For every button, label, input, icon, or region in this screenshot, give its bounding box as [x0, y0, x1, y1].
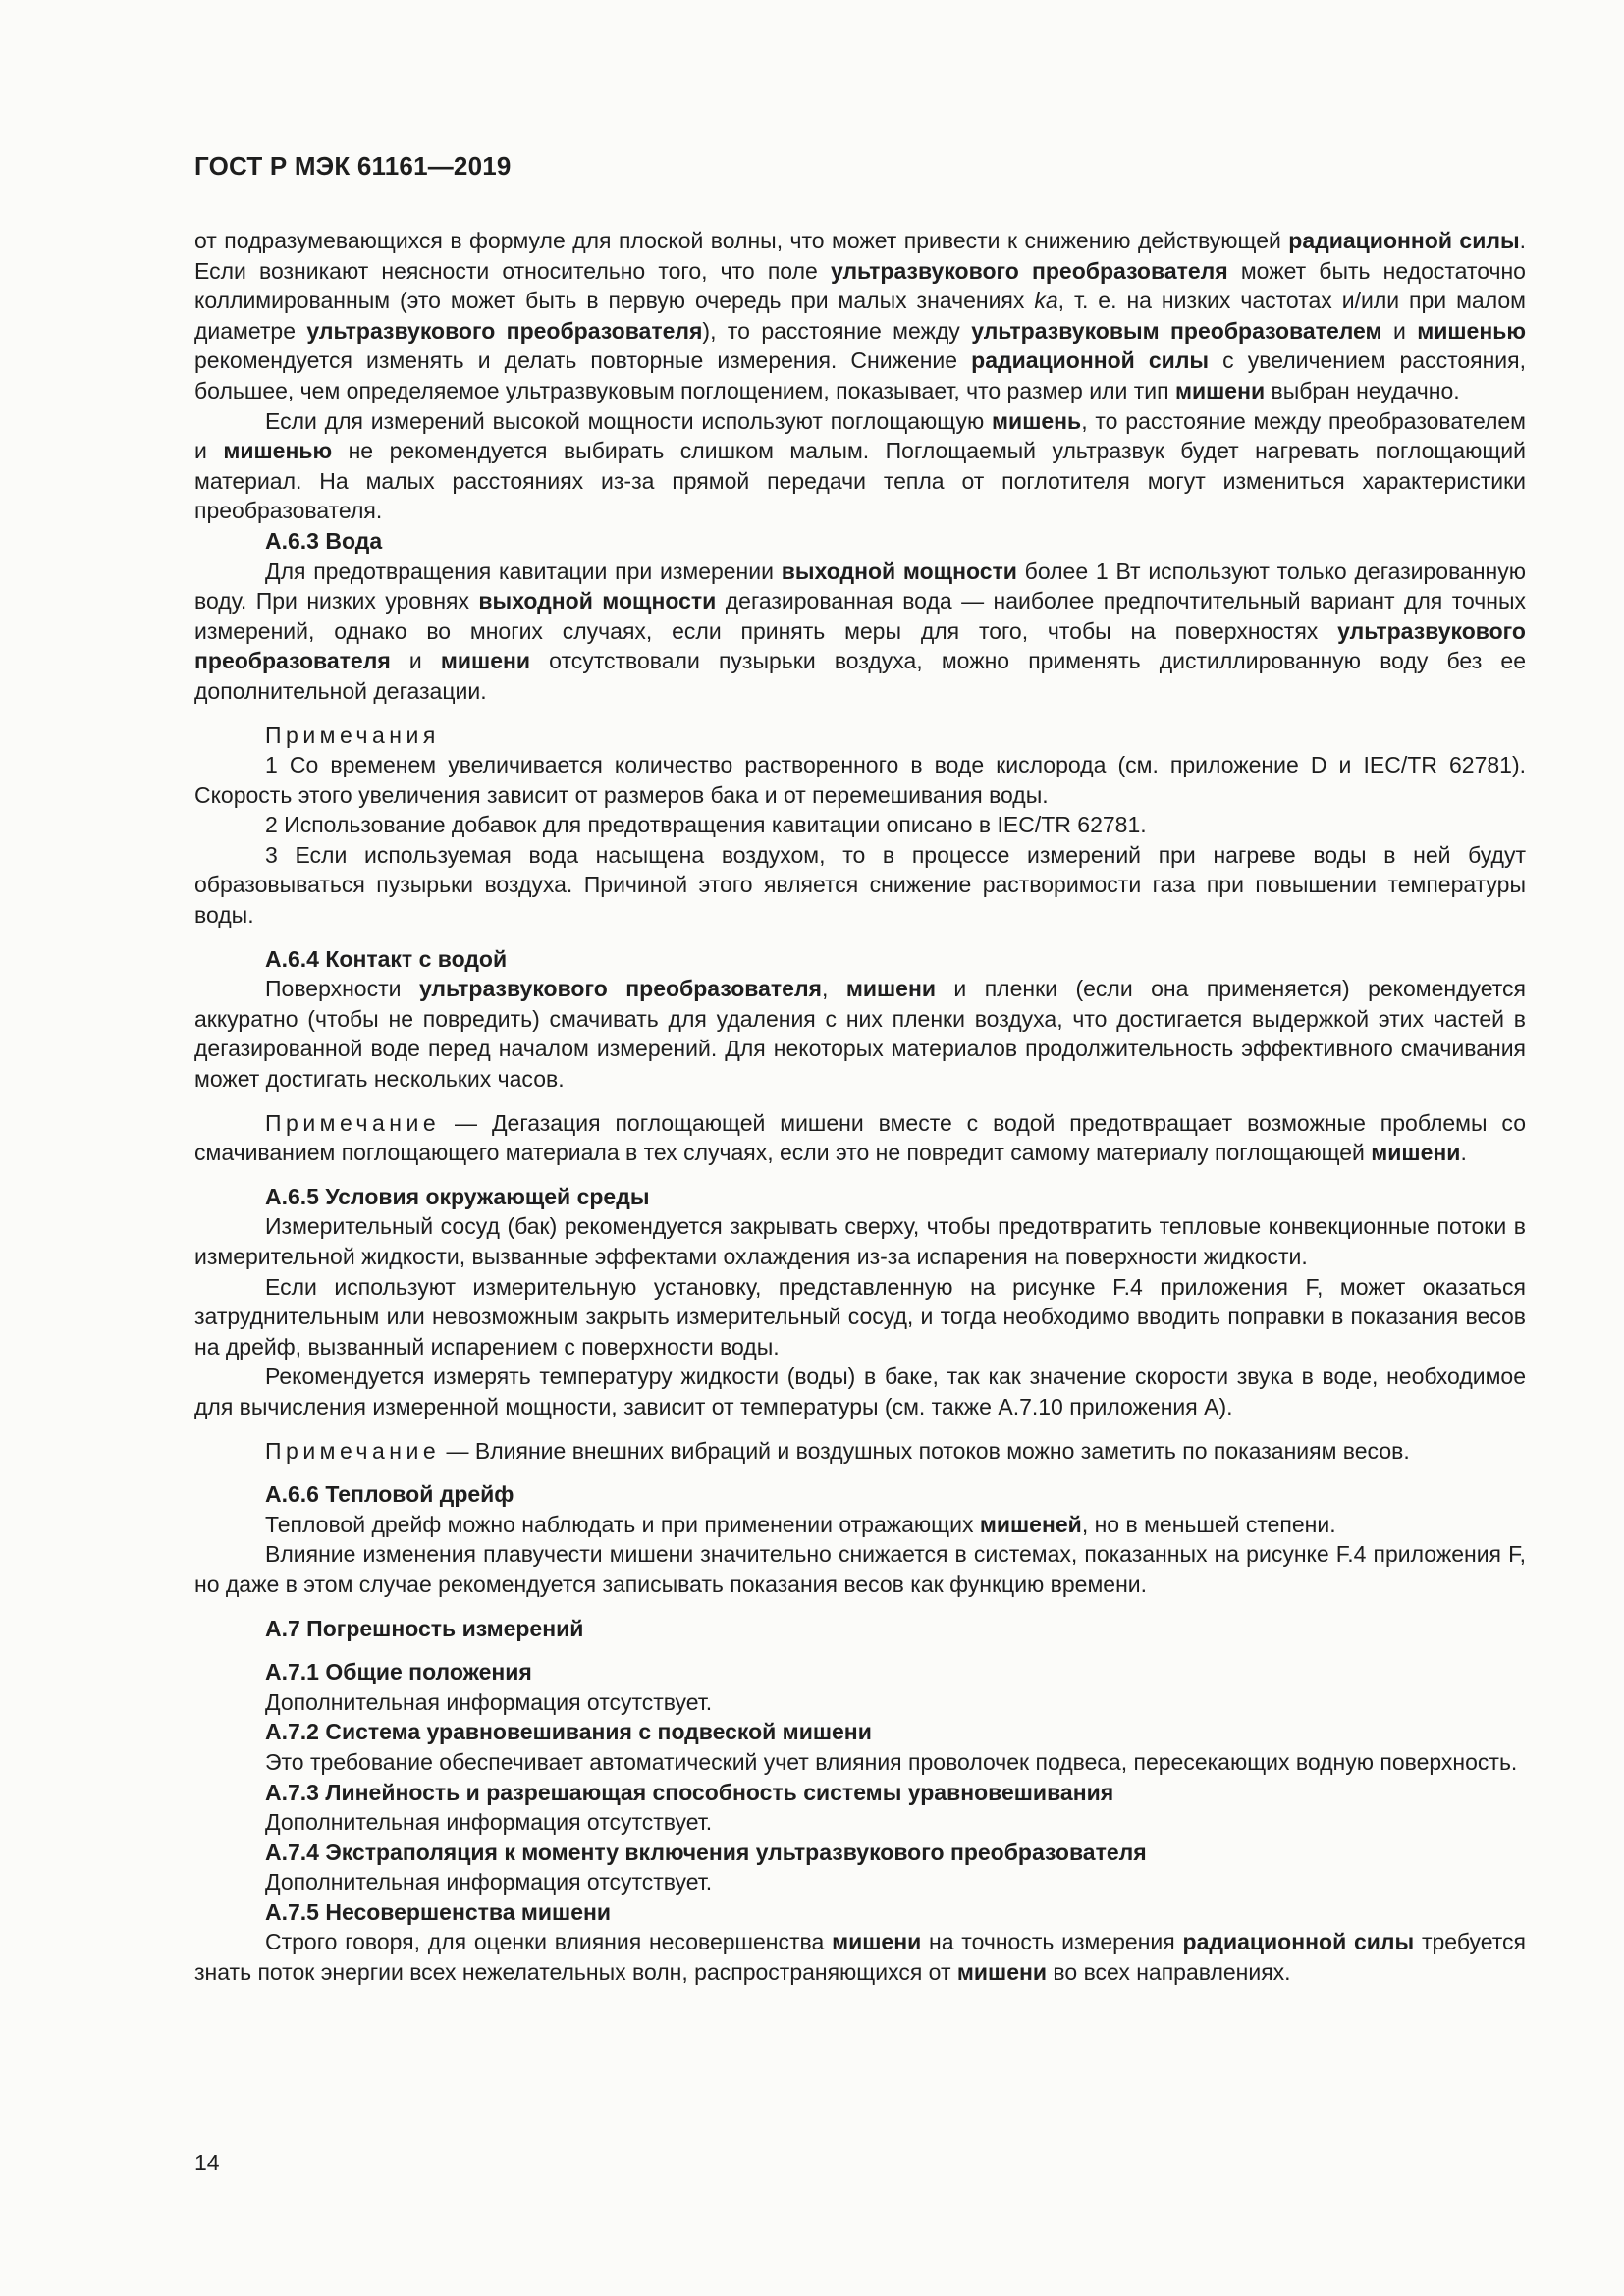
term-bold: мишени — [1174, 377, 1266, 403]
term-bold: радиационной силы — [1182, 1929, 1415, 1955]
paragraph — [194, 1927, 1526, 1987]
term-bold: радиационной силы — [971, 347, 1210, 374]
text-run: требуется знать поток энергии всех нежелательных волн, распространяющихся от — [194, 1929, 1527, 1986]
text-run: Дополнительная информация отсутствует. — [265, 1869, 713, 1896]
term-bold: ультразвукового преобразователя — [194, 617, 1526, 674]
section-heading: А.6.6 Тепловой дрейф — [265, 1481, 514, 1508]
text-run: 2 Использование добавок для предотвращения кавитации описано в IEC/TR 62781. — [265, 812, 1147, 838]
text-run: — Влияние внешних вибраций и воздушных потоков можно заметить по показаниям весов. — [440, 1437, 1410, 1464]
paragraph — [194, 1510, 1526, 1540]
text-run: и — [390, 648, 441, 674]
term-bold: мишени — [956, 1959, 1048, 1986]
text-run: — Дегазация поглощающей мишени вместе с водой предотвращает возможные проблемы со смачиванием поглощающего материала в тех случаях, если это не повредит самому материалу поглощающей — [194, 1109, 1526, 1166]
paragraph — [194, 721, 1526, 751]
text-run: , но в меньшей степени. — [1081, 1511, 1336, 1537]
text-run: ), то расстояние между — [702, 317, 972, 344]
section-heading: А.7.3 Линейность и разрешающая способность системы уравновешивания — [265, 1779, 1114, 1805]
text-run: выбран неудачно. — [1265, 377, 1460, 403]
text-run: Это требование обеспечивает автоматический учет влияния проволочек подвеса, пересекающих водную поверхность. — [265, 1748, 1518, 1775]
term-bold: радиационной силы — [1288, 228, 1520, 253]
paragraph — [194, 974, 1526, 1094]
term-bold: мишень — [992, 407, 1082, 434]
text-run: 1 Со временем увеличивается количество растворенного в воде кислорода (см. приложение D и IEC/TR 62781). Скорость этого увеличения зависит от размеров бака и от перемешивания воды. — [194, 752, 1526, 808]
paragraph — [194, 1211, 1526, 1271]
text-run: Если используют измерительную установку, представленную на рисунке F.4 приложения F, может оказаться затруднительным или невозможным закрыть измерительный сосуд, и тогда необходимо вводить поправки в показания весов на дрейф, вызванный испарением с поверхности воды. — [194, 1273, 1526, 1360]
text-run: Поверхности — [265, 976, 419, 1002]
section-heading: А.6.4 Контакт с водой — [265, 945, 508, 972]
term-bold: ультразвукового преобразователя — [306, 317, 703, 344]
text-run: Если для измерений высокой мощности используют поглощающую — [265, 407, 993, 434]
term-bold: выходной мощности — [781, 558, 1017, 584]
text-run: Влияние изменения плавучести мишени значительно снижается в системах, показанных на рисунке F.4 приложения F, но даже в этом случае рекомендуется записывать показания весов как функцию времени. — [194, 1541, 1526, 1597]
term-bold: ультразвукового преобразователя — [418, 976, 822, 1002]
note-label: Примечания — [265, 721, 440, 748]
text-run: от подразумевающихся в формуле для плоской волны, что может привести к снижению действующей — [194, 228, 1289, 253]
paragraph — [194, 1747, 1526, 1778]
text-run: во всех направлениях. — [1047, 1959, 1291, 1986]
paragraph — [194, 406, 1526, 526]
text-run: . — [1460, 1140, 1467, 1166]
text-run: Строго говоря, для оценки влияния несовершенства — [265, 1929, 833, 1955]
term-bold: мишени — [440, 648, 531, 674]
term-bold: ультразвуковым преобразователем — [971, 317, 1382, 344]
text-run: , — [821, 976, 846, 1002]
page-number: 14 — [194, 2150, 220, 2175]
paragraph — [194, 1362, 1526, 1421]
paragraph — [194, 750, 1526, 810]
text-run: , то расстояние между преобразователем и — [194, 407, 1526, 464]
text-run: не рекомендуется выбирать слишком малым. Поглощаемый ультразвук будет нагревать поглощающий материал. На малых расстояниях из-за прямой передачи тепла от поглотителя могут измениться характеристики преобразователя. — [194, 438, 1526, 524]
section-heading: А.7.1 Общие положения — [265, 1659, 532, 1685]
text-run: Измерительный сосуд (бак) рекомендуется закрывать сверху, чтобы предотвратить тепловые конвекционные потоки в измерительной жидкости, вызванные эффектами охлаждения из-за испарения на поверхности жидкости. — [194, 1213, 1526, 1269]
text-run: 3 Если используемая вода насыщена воздухом, то в процессе измерений при нагреве воды в ней будут образовываться пузырьки воздуха. Причиной этого является снижение растворимости газа при повышении температуры воды. — [194, 841, 1526, 929]
term-bold: мишеней — [979, 1511, 1082, 1537]
paragraph — [194, 840, 1526, 931]
paragraph — [194, 1272, 1526, 1362]
term-bold: мишени — [845, 976, 936, 1002]
text-run: более 1 Вт используют только дегазированную воду. При низких уровнях — [194, 558, 1526, 614]
paragraph — [194, 1108, 1526, 1168]
section-heading: А.7.2 Система уравновешивания с подвеской мишени — [265, 1719, 872, 1745]
text-run: Рекомендуется измерять температуру жидкости (воды) в баке, так как значение скорости звука в воде, необходимое для вычисления измеренной мощности, зависит от температуры (см. также А.7.10 приложения А). — [194, 1363, 1526, 1419]
text-run: Дополнительная информация отсутствует. — [265, 1688, 713, 1715]
note-label: Примечание — [265, 1109, 441, 1136]
paragraph — [194, 1687, 1526, 1718]
paragraph — [194, 810, 1526, 840]
text-run: . Если возникают неясности относительно того, что поле — [194, 228, 1526, 284]
paragraph — [194, 557, 1526, 707]
term-bold: мишени — [832, 1929, 922, 1955]
paragraph — [194, 1539, 1526, 1599]
text-run: рекомендуется изменять и делать повторные измерения. Снижение — [194, 347, 972, 374]
term-bold: мишени — [1371, 1140, 1461, 1166]
text-run: Тепловой дрейф можно наблюдать и при применении отражающих — [265, 1511, 980, 1537]
text-run: и пленки (если она применяется) рекомендуется аккуратно (чтобы не повредить) смачивать для удаления с них пленки воздуха, что достигается выдержкой этих частей в дегазированной воде перед началом измерений. Для некоторых материалов продолжительность эффективного смачивания может достигать нескольких часов. — [194, 976, 1526, 1093]
section-heading: А.7.5 Несовершенства мишени — [265, 1898, 612, 1925]
paragraph — [194, 1807, 1526, 1838]
paragraph — [194, 1436, 1526, 1467]
text-run: Дополнительная информация отсутствует. — [265, 1809, 713, 1836]
section-heading: А.6.3 Вода — [265, 527, 383, 554]
text-run: на точность измерения — [921, 1929, 1183, 1955]
section-heading: А.7.4 Экстраполяция к моменту включения ультразвукового преобразователя — [265, 1839, 1147, 1865]
symbol-italic: ka — [1034, 288, 1058, 314]
section-heading: А.7 Погрешность измерений — [265, 1615, 584, 1641]
term-bold: ультразвукового преобразователя — [830, 257, 1228, 284]
paragraph — [194, 226, 1526, 406]
text-run: дегазированная вода — наиболее предпочтительный вариант для точных измерений, однако во многих случаях, если принять меры для того, чтобы на поверхностях — [194, 588, 1526, 644]
text-run: с увеличением расстояния, большее, чем определяемое ультразвуковым поглощением, показывает, что размер или тип — [194, 347, 1526, 403]
note-label: Примечание — [265, 1437, 441, 1464]
paragraph — [194, 1867, 1526, 1897]
document-body — [194, 226, 1526, 1988]
text-run: отсутствовали пузырьки воздуха, можно применять дистиллированную воду без ее дополнительной дегазации. — [194, 648, 1526, 704]
text-run: , т. е. на низких частотах и/или при малом диаметре — [194, 288, 1526, 344]
section-heading: А.6.5 Условия окружающей среды — [265, 1183, 650, 1209]
text-run: и — [1381, 317, 1418, 344]
text-run: Для предотвращения кавитации при измерении — [265, 558, 782, 584]
term-bold: мишенью — [1417, 317, 1526, 344]
term-bold: мишенью — [223, 438, 333, 464]
term-bold: выходной мощности — [478, 588, 717, 614]
page-header: ГОСТ Р МЭК 61161—2019 — [194, 151, 512, 181]
text-run: может быть недостаточно коллимированным (это может быть в первую очередь при малых значениях — [194, 257, 1526, 314]
